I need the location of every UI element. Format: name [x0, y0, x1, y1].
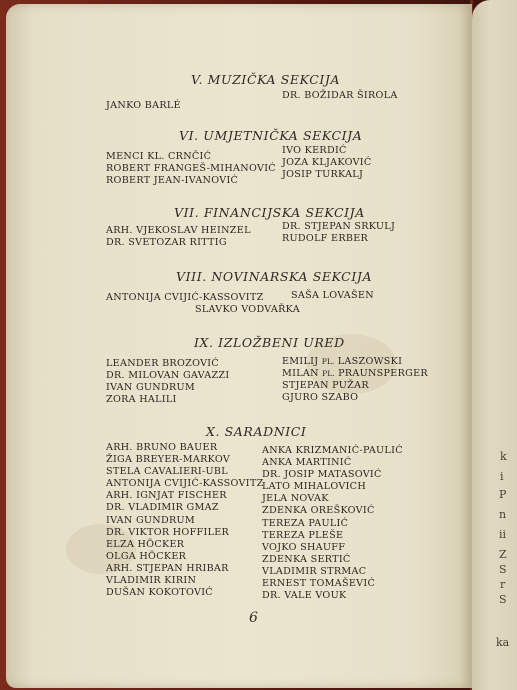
section-left-column: [106, 442, 264, 599]
member-name: ARH. IGNJAT FISCHER: [106, 490, 227, 502]
name-part: PRAUNSPERGER: [334, 368, 428, 380]
section-heading-izlozbeni-ured: IX. IZLOŽBENI URED: [194, 335, 345, 350]
name-part: GJURO SZABO: [282, 392, 359, 404]
member-name: ANKA KRIZMANIĆ-PAULIĆ: [262, 445, 403, 456]
member-name: ANTONIJA CVIJIĆ-KASSOVITZ: [106, 478, 264, 490]
member-name: ANTONIJA CVIJIĆ-KASSOVITZ: [106, 292, 264, 303]
member-name: VLADIMIR STRMAC: [262, 565, 367, 577]
section-heading-umjetnicka: VI. UMJETNIČKA SEKCIJA: [179, 128, 363, 143]
member-name: RUDOLF ERBER: [282, 233, 369, 245]
edge-glyph: k: [500, 450, 507, 463]
section-right-column: [282, 145, 372, 181]
edge-glyph: i: [500, 470, 504, 483]
member-name: STELA CAVALIERI-UBL: [106, 466, 228, 478]
member-name: ZORA HALILI: [106, 394, 177, 406]
member-name: DR. JOSIP MATASOVIĆ: [262, 469, 382, 481]
member-name: ARH. VJEKOSLAV HEINZEL: [106, 225, 251, 236]
name-part: LASZOWSKI: [334, 356, 403, 367]
name-part: EMILIJ: [282, 356, 322, 367]
member-name: IVAN GUNDRUM: [106, 514, 196, 526]
member-name: SAŠA LOVAŠEN: [291, 290, 374, 301]
member-name: JOSIP TURKALJ: [282, 169, 364, 181]
section-right-column: [282, 221, 395, 245]
name-part: MILAN: [282, 368, 323, 380]
edge-glyph: Z: [499, 548, 507, 561]
section-left-column: [106, 358, 229, 406]
edge-glyph: ka: [496, 636, 510, 649]
member-name: IVO KERDIĆ: [282, 145, 347, 156]
edge-glyph: S: [499, 563, 507, 576]
member-name: ROBERT FRANGEŠ-MIHANOVIĆ: [106, 163, 276, 175]
section-heading-muzicka: V. MUZIČKA SEKCIJA: [191, 72, 341, 87]
member-name: DR. VALE VOUK: [262, 590, 347, 602]
member-name: ELZA HÖCKER: [106, 538, 185, 550]
member-name: ZDENKA OREŠKOVIĆ: [262, 505, 375, 517]
member-name: DUŠAN KOKOTOVIĆ: [106, 587, 213, 599]
section-heading-novinarska: VIII. NOVINARSKA SEKCIJA: [176, 269, 373, 284]
member-name: TEREZA PLEŠE: [262, 529, 344, 541]
next-page-edge: [472, 0, 517, 690]
member-name: ŽIGA BREYER-MARKOV: [106, 454, 231, 466]
member-name: [282, 380, 428, 392]
member-name: ARH. STJEPAN HRIBAR: [106, 562, 229, 574]
member-name: MENCI KL. CRNČIĆ: [106, 151, 212, 162]
section-heading-saradnici: X. SARADNICI: [206, 424, 307, 439]
member-name: ROBERT JEAN-IVANOVIĆ: [106, 175, 239, 187]
member-name: ZDENKA SERTIĆ: [262, 553, 351, 565]
member-name: SLAVKO VODVAŘKA: [195, 304, 300, 315]
section-heading-financijska: VII. FINANCIJSKA SEKCIJA: [174, 205, 365, 220]
member-name: VOJKO SHAUFF: [262, 541, 346, 553]
member-name: ANKA MARTINIĆ: [262, 457, 352, 469]
edge-glyph: ii: [499, 528, 507, 541]
edge-glyph: S: [499, 593, 507, 606]
member-name: JANKO BARLÉ: [106, 100, 181, 111]
member-name: JELA NOVAK: [262, 493, 329, 505]
member-name: [282, 392, 428, 404]
section-right-column: [262, 445, 403, 602]
name-particle: PL.: [322, 369, 335, 379]
section-right-column: [282, 356, 428, 404]
member-name: JOZA KLJAKOVIĆ: [282, 157, 372, 169]
member-name: DR. VLADIMIR GMAZ: [106, 502, 219, 514]
edge-glyph: P: [499, 488, 507, 501]
member-name: TEREZA PAULIĆ: [262, 517, 349, 529]
member-name: IVAN GUNDRUM: [106, 382, 196, 394]
edge-glyph: r: [500, 578, 506, 591]
document-page: [6, 4, 472, 688]
edge-glyph: n: [499, 508, 507, 521]
name-particle: PL.: [321, 357, 335, 366]
member-name: DR. MILOVAN GAVAZZI: [106, 370, 230, 382]
page-content: [6, 4, 472, 688]
member-name: [282, 356, 428, 368]
member-name: OLGA HÖCKER: [106, 550, 187, 562]
member-name: LEANDER BROZOVIĆ: [106, 358, 220, 369]
section-left-column: [106, 225, 251, 249]
member-name: ARH. BRUNO BAUER: [106, 442, 218, 453]
member-name: DR. STJEPAN SRKULJ: [282, 221, 396, 232]
member-name: ERNEST TOMAŠEVIĆ: [262, 578, 376, 590]
member-name: LATO MIHALOVICH: [262, 481, 366, 493]
member-name: VLADIMIR KIRIN: [106, 575, 197, 587]
section-left-column: [106, 151, 276, 187]
member-name: DR. SVETOZAR RITTIG: [106, 237, 227, 249]
member-name: DR. VIKTOR HOFFILER: [106, 526, 230, 538]
member-name: DR. BOŽIDAR ŠIROLA: [282, 90, 398, 101]
member-name: [282, 368, 428, 380]
page-number: 6: [249, 610, 258, 626]
name-part: STJEPAN PUŽAR: [282, 380, 369, 392]
